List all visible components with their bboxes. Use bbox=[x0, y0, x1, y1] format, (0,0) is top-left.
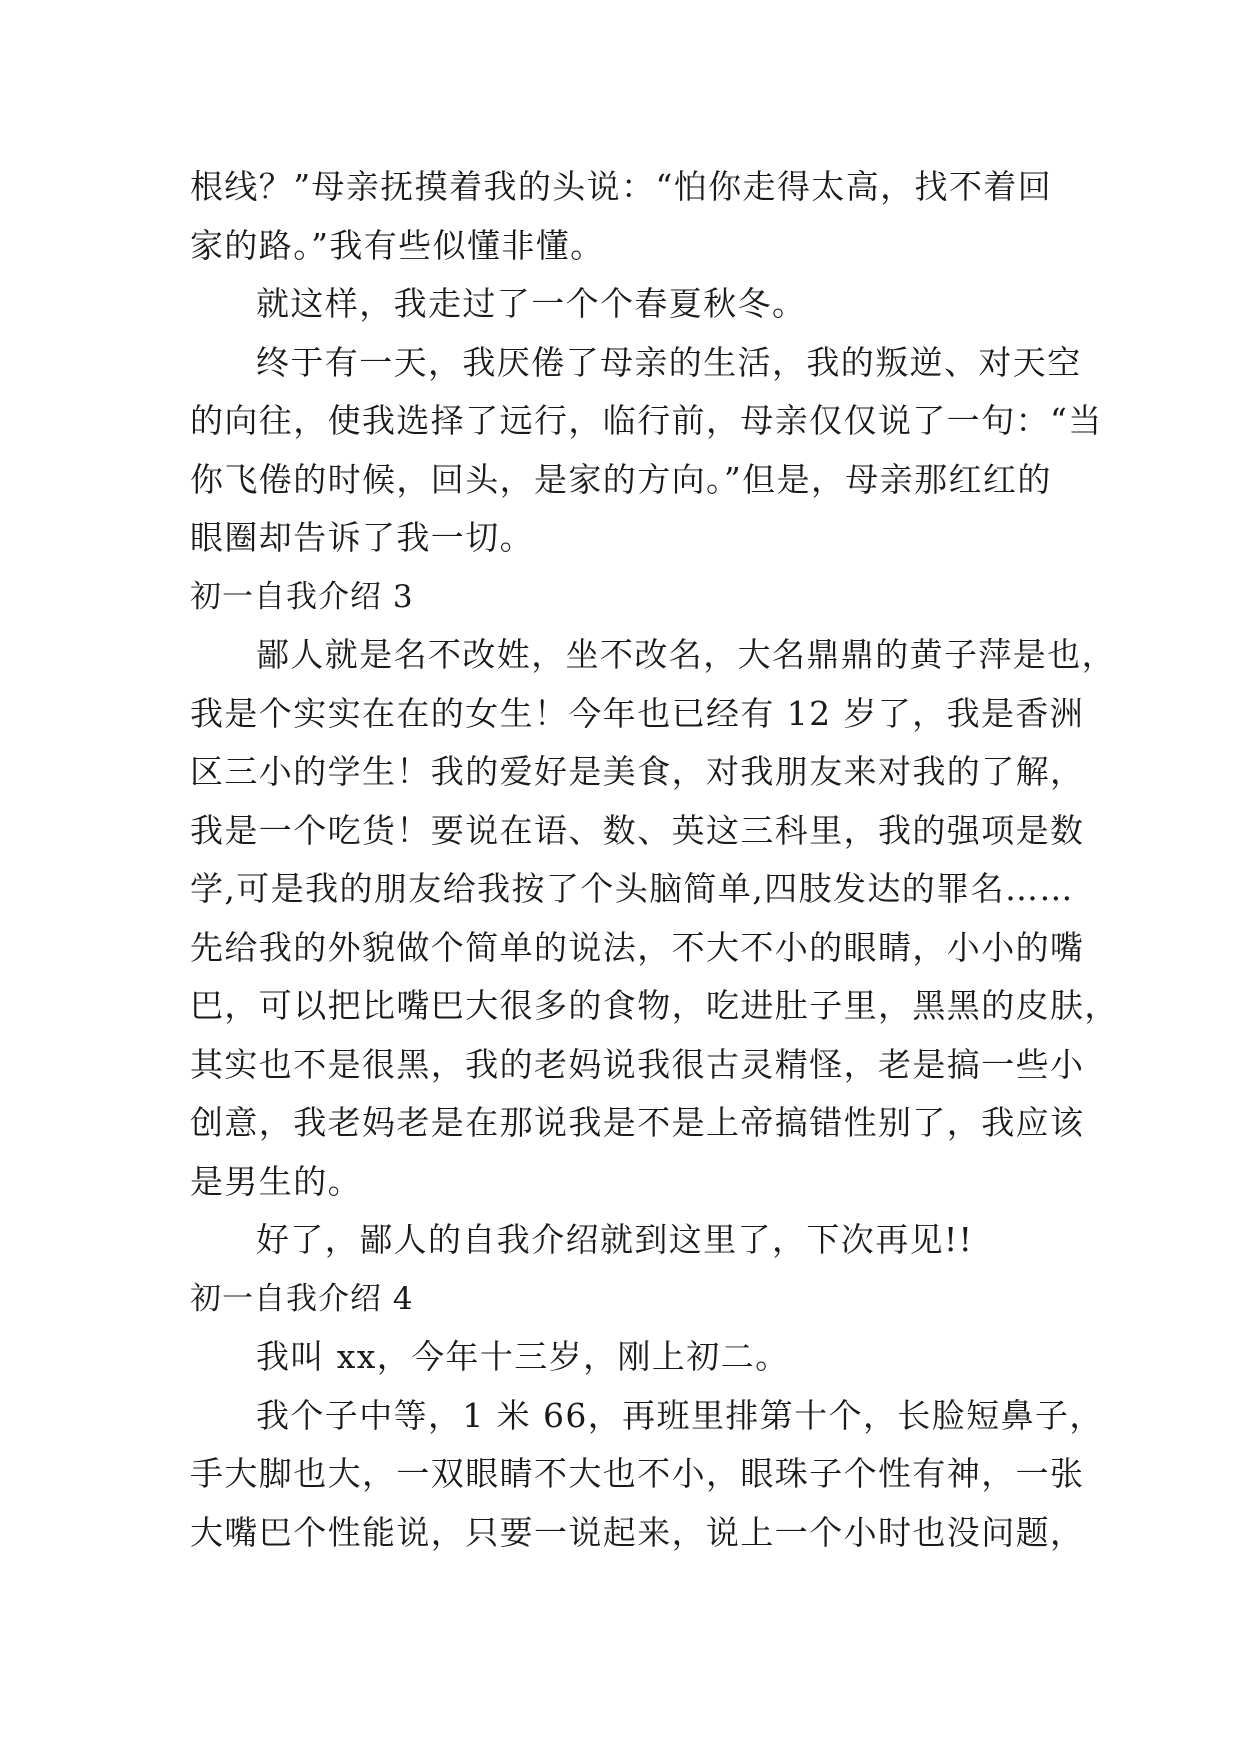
section-heading: 初一自我介绍 4 bbox=[190, 1280, 414, 1317]
text-line: 创意，我老妈老是在那说我是不是上帝搞错性别了，我应该 bbox=[190, 1103, 1085, 1142]
text-line: 大嘴巴个性能说，只要一说起来，说上一个小时也没问题， bbox=[190, 1512, 1085, 1552]
text-line: 眼圈却告诉了我一切。 bbox=[190, 518, 534, 557]
text-line: 区三小的学生！我的爱好是美食，对我朋友来对我的了解， bbox=[190, 752, 1085, 791]
text-line: 你飞倦的时候，回头，是家的方向。”但是，母亲那红红的 bbox=[190, 459, 1052, 499]
text-line: 的向往，使我选择了远行，临行前，母亲仅仅说了一句：“当 bbox=[190, 401, 1103, 440]
text-line: 我是个实实在在的女生！今年也已经有 12 岁了，我是香洲 bbox=[190, 693, 1085, 733]
document-body bbox=[190, 158, 1119, 1562]
text-line: 其实也不是很黑，我的老妈说我很古灵精怪，老是搞一些小 bbox=[190, 1044, 1085, 1084]
paragraph-start: 好了，鄙人的自我介绍就到这里了，下次再见!! bbox=[256, 1220, 974, 1259]
paragraph-start: 终于有一天，我厌倦了母亲的生活，我的叛逆、对天空 bbox=[256, 342, 1082, 382]
text-line: 学,可是我的朋友给我按了个头脑简单,四肢发达的罪名…… bbox=[190, 869, 1074, 908]
text-line: 根线？”母亲抚摸着我的头说：“怕你走得太高，找不着回 bbox=[190, 167, 1053, 206]
text-line: 是男生的。 bbox=[190, 1161, 362, 1201]
text-line: 我是一个吃货！要说在语、数、英这三科里，我的强项是数 bbox=[190, 810, 1085, 850]
text-line: 家的路。”我有些似懂非懂。 bbox=[190, 225, 605, 265]
text-line: 先给我的外貌做个简单的说法，不大不小的眼睛，小小的嘴 bbox=[190, 927, 1085, 967]
paragraph-start: 就这样，我走过了一个个春夏秋冬。 bbox=[256, 284, 807, 323]
section-heading: 初一自我介绍 3 bbox=[190, 578, 414, 615]
paragraph-start: 鄙人就是名不改姓，坐不改名，大名鼎鼎的黄子萍是也， bbox=[256, 635, 1116, 674]
paragraph-start: 我叫 xx，今年十三岁，刚上初二。 bbox=[256, 1337, 790, 1376]
paragraph-start: 我个子中等，1 米 66，再班里排第十个，长脸短鼻子， bbox=[256, 1395, 1104, 1435]
text-line: 手大脚也大，一双眼睛不大也不小，眼珠子个性有神，一张 bbox=[190, 1454, 1085, 1493]
text-line: 巴，可以把比嘴巴大很多的食物，吃进肚子里，黑黑的皮肤， bbox=[190, 986, 1119, 1025]
